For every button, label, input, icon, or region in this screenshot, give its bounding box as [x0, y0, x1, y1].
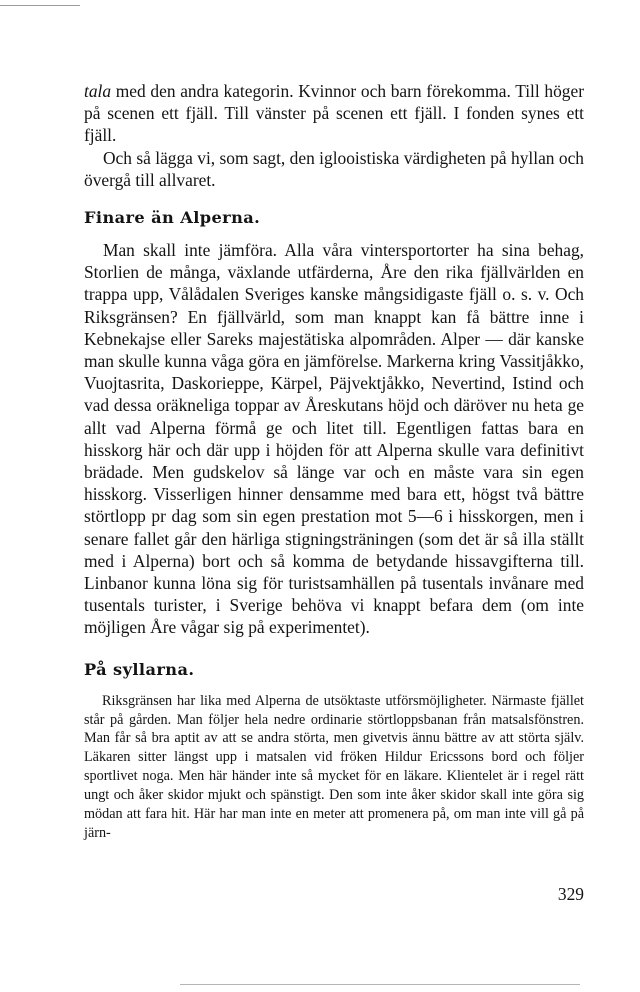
page-number: 329 — [557, 884, 584, 904]
section-heading-syllarna: På syllarna. — [84, 659, 195, 679]
section-finare-paragraph: Man skall inte jämföra. Alla våra vintersportorter ha sina behag, Storlien de många, växlande utfärderna, Åre den rika fjällvärlden en trappa upp, Vålådalen Sveriges kanske mångsidigaste fjäll o. s. v. Och Riksgränsen? En fjällvärld, som man knappt kan få bättre inne i Kebnekajse eller Sareks majestätiska alpområden. Alper — där kanske man skulle kunna våga göra en jämförelse. Markerna kring Vassitjåkko, Vuojtasrita, Daskorieppe, Kärpel, Päjvektjåkko, Nevertind, Istind och vad dessa oräkneliga toppar av Åreskutans höjd och däröver nu heta ge allt vad Alperna förmå ge och litet till. Egentligen fattas bara en hisskorg här och där upp i höjden för att Alperna skulle vara definitivt brädade. Men gudskelov så länge var och en måste vara sin egen hisskorg. Visserligen hinner densamme med bara ett, högst två bättre störtlopp pr dag som sin egen prestation mot 5—6 i hisskorgen, men i senare fallet går den härliga stigningsträningen (som det är så illa ställt med i Alperna) bort och så komma de betydande hissavgifterna till. Linbanor kunna löna sig för turistsamhällen på tusentals invånare med tusentals turister, i Sverige behöva vi knappt befara dem (om inte möjligen Åre vågar sig på experimentet). — [84, 240, 584, 638]
bottom-edge-rule — [180, 984, 580, 985]
section-heading-finare: Finare än Alperna. — [84, 208, 261, 228]
opening-paragraph-text: med den andra kategorin. Kvinnor och barn förekomma. Till höger på scenen ett fjäll. Till vänster på scenen ett fjäll. I fonden synes ett fjäll. — [84, 81, 584, 146]
section-syllarna-paragraph: Riksgränsen har lika med Alperna de utsöktaste utförsmöjligheter. Närmaste fjället står på gården. Man följer hela nedre ordinarie störtloppsbanan från matsalsfönstren. Man får så bra aptit av att se andra störta, men givetvis ännu bättre av att störta själv. Läkaren sitter längst upp i matsalen vid fröken Hildur Ericssons bord och följer sportlivet noga. Men här händer inte så mycket för en läkare. Klientelet är i regel rätt ungt och åker skidor mjukt och spänstigt. Den som inte åker skidor skall inte göra sig mödan att fara hit. Här har man inte en meter att promenera på, om man inte vill gå på järn- — [84, 692, 584, 842]
opening-text — [84, 80, 584, 191]
italic-word: tala — [84, 81, 112, 101]
transition-paragraph: Och så lägga vi, som sagt, den iglooistiska värdigheten på hyllan och övergå till allvaret. — [84, 147, 584, 190]
top-edge-rule — [0, 5, 80, 6]
opening-paragraph — [84, 80, 584, 147]
book-page — [84, 80, 584, 843]
section-finare-body — [84, 239, 584, 639]
section-syllarna-body — [84, 692, 584, 843]
